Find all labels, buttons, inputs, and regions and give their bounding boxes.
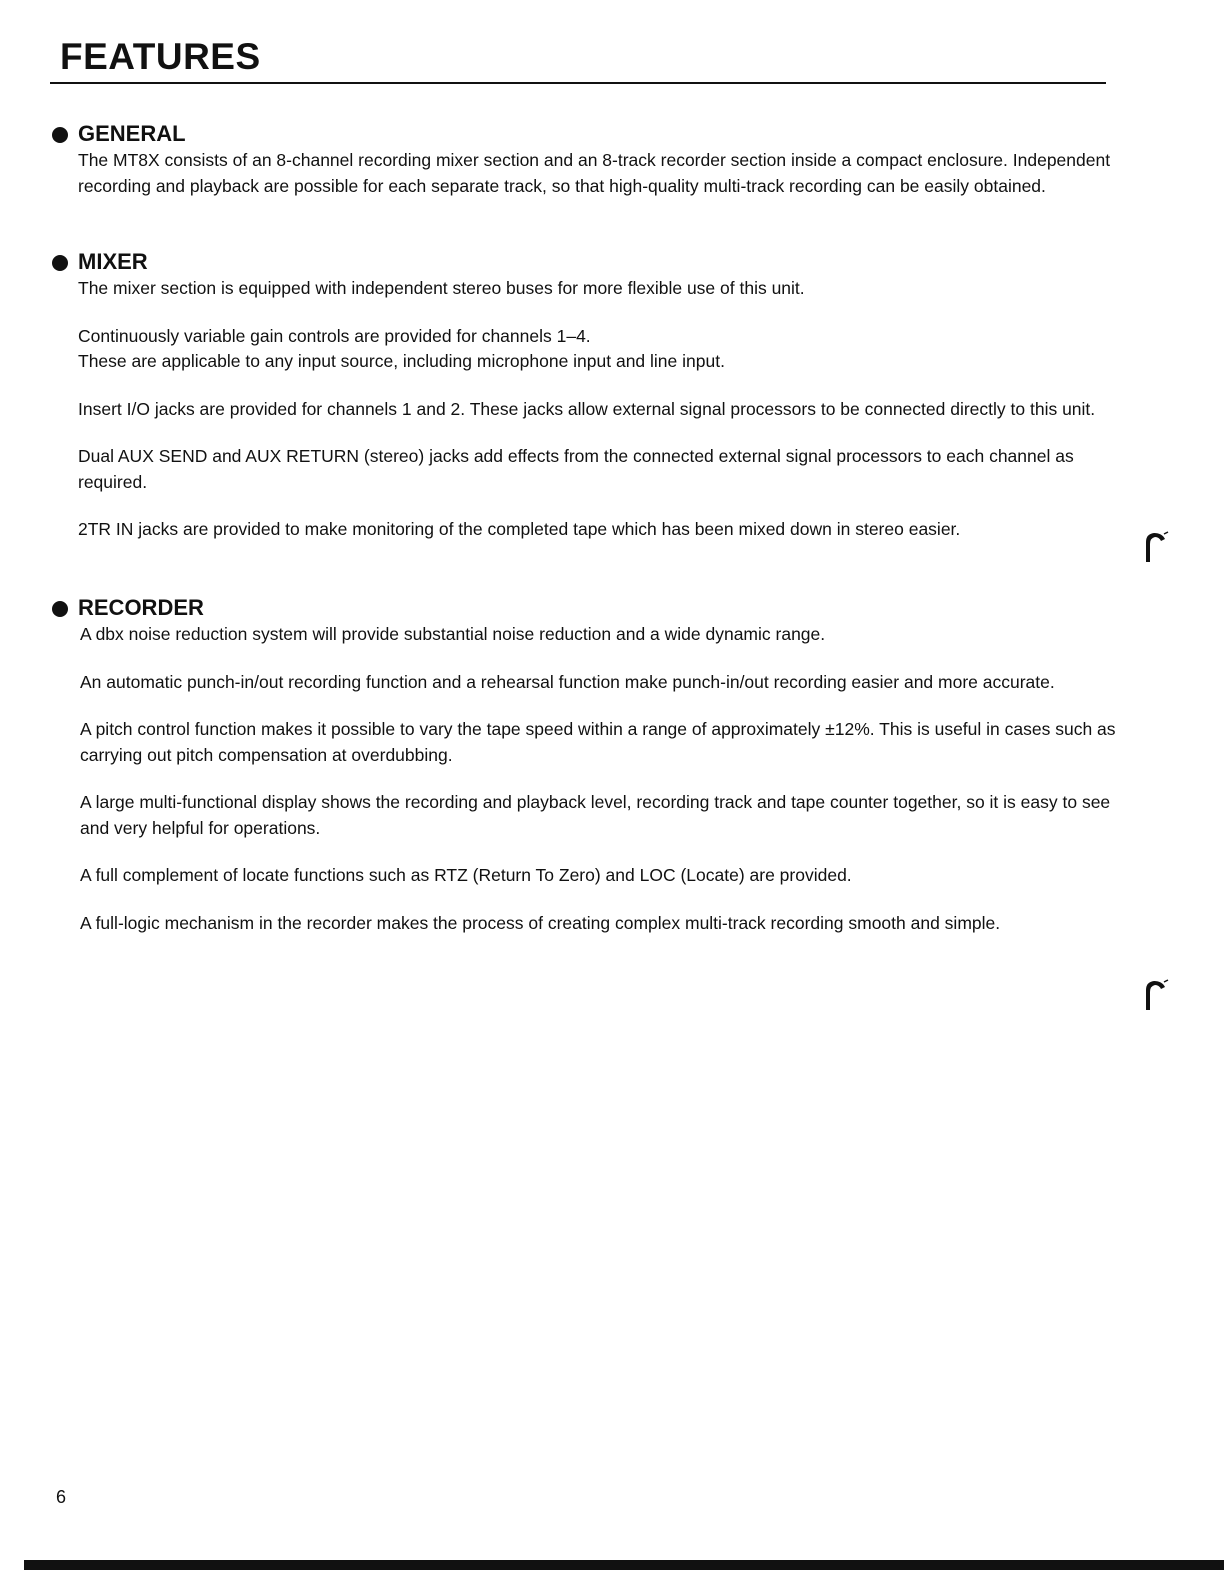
section-heading-label: GENERAL xyxy=(78,121,186,146)
margin-mark-icon xyxy=(1140,530,1170,564)
paragraph: Continuously variable gain controls are provided for channels 1–4. xyxy=(78,325,591,346)
section-heading-label: MIXER xyxy=(78,249,148,274)
section-heading-general xyxy=(50,120,1120,148)
paragraph: A large multi-functional display shows the recording and playback level, recording track and tape counter together, so it is easy to see and very helpful for operations. xyxy=(80,792,1111,838)
section-recorder xyxy=(50,594,1120,936)
paragraph: A dbx noise reduction system will provide substantial noise reduction and a wide dynamic range. xyxy=(80,624,826,644)
paragraph: Insert I/O jacks are provided for channels 1 and 2. These jacks allow external signal processors to be connected directly to this unit. xyxy=(78,398,1096,419)
paragraph: A pitch control function makes it possible to vary the tape speed within a range of approximately ±12%. This is useful in cases such as carrying out pitch compensation at overdubbing. xyxy=(80,719,1116,765)
page-number: 6 xyxy=(56,1487,67,1507)
paragraph: A full-logic mechanism in the recorder makes the process of creating complex multi-track recording smooth and simple. xyxy=(80,912,1001,933)
paragraph: A full complement of locate functions such as RTZ (Return To Zero) and LOC (Locate) are provided. xyxy=(80,865,852,885)
bullet-dot-icon xyxy=(52,127,68,143)
margin-mark-icon xyxy=(1140,978,1170,1012)
paragraph: These are applicable to any input source, including microphone input and line input. xyxy=(78,351,725,371)
bullet-dot-icon xyxy=(52,255,68,271)
section-heading-recorder xyxy=(50,594,1120,622)
paragraph: The mixer section is equipped with independent stereo buses for more flexible use of this unit. xyxy=(78,278,805,298)
section-heading-label: RECORDER xyxy=(78,595,204,620)
bottom-bar xyxy=(24,1560,1224,1570)
section-heading-mixer xyxy=(50,248,1120,276)
page-title: FEATURES xyxy=(60,36,261,77)
paragraph: Dual AUX SEND and AUX RETURN (stereo) jacks add effects from the connected external signal processors to each channel as required. xyxy=(78,446,1074,492)
paragraph: The MT8X consists of an 8-channel recording mixer section and an 8-track recorder section inside a compact enclosure. Independent recording and playback are possible for each separate track, so that high-quality multi-track recording can be easily obtained. xyxy=(78,150,1111,196)
paragraph: 2TR IN jacks are provided to make monitoring of the completed tape which has been mixed down in stereo easier. xyxy=(78,519,961,539)
section-general xyxy=(50,120,1120,199)
bullet-dot-icon xyxy=(52,601,68,617)
section-mixer xyxy=(50,248,1120,543)
paragraph: An automatic punch-in/out recording function and a rehearsal function make punch-in/out recording easier and more accurate. xyxy=(80,671,1055,692)
title-rule xyxy=(50,82,1106,84)
